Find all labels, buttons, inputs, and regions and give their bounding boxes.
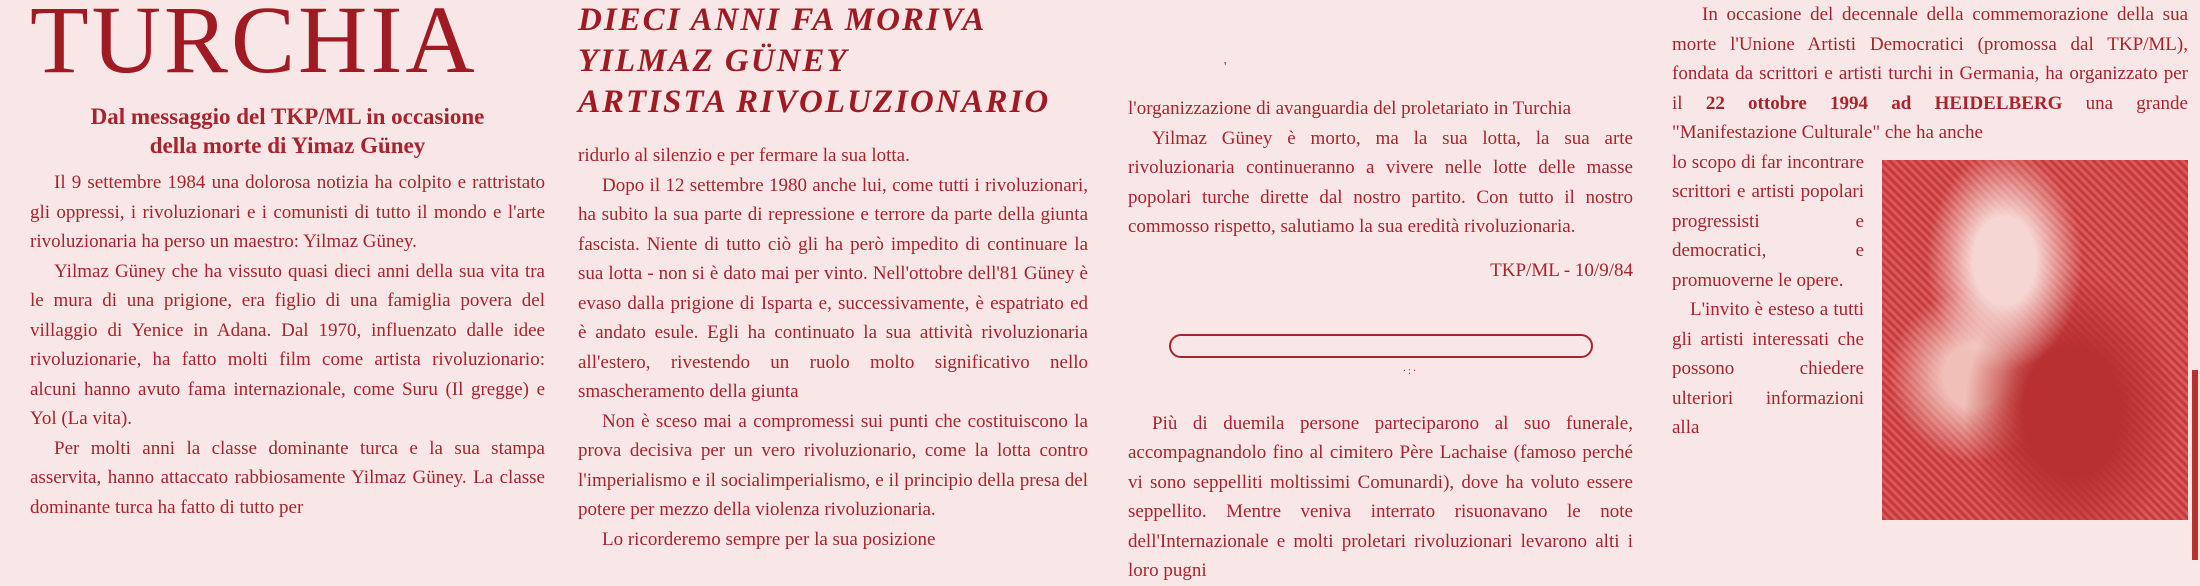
subtitle-line-1: Dal messaggio del TKP/ML in occasione (90, 104, 485, 129)
stray-mark: ' (1224, 60, 1227, 75)
paragraph: lo scopo di far incontrare scrittori e artisti popolari progressisti e democratici, e promuoverne le opere. (1672, 151, 1864, 291)
paragraph: l'organizzazione di avanguardia del proletariato in Turchia (1128, 98, 1572, 119)
divider-ornament (1169, 334, 1593, 358)
article-headline (578, 0, 1088, 123)
paragraph: Il 9 settembre 1984 una dolorosa notizia ha colpito e rattristato gli oppressi, i rivoluzionari e i comunisti di tutto il mondo e l'arte rivoluzionaria ha perso un maestro: Yilmaz Güney. (30, 172, 545, 252)
headline-line-2: ARTISTA RIVOLUZIONARIO (578, 84, 1051, 120)
ornament-icon: ·:· (1402, 365, 1419, 377)
column-3 (1128, 0, 1633, 586)
text-photo-block (1672, 148, 2188, 488)
paragraph: Per molti anni la classe dominante turca e la sua stampa asservita, hanno attaccato rabbiosamente Yilmaz Güney. La classe dominante turca ha fatto di tutto per (30, 437, 545, 518)
subtitle-line-2: della morte di Yimaz Güney (149, 133, 426, 158)
paragraph: Yilmaz Güney che ha vissuto quasi dieci anni della sua vita tra le mura di una prigione, era figlio di una famiglia povera del villaggio di Yenice in Adana. Dal 1970, influenzato dalle idee rivoluzionarie, ha fatto molti film come artista rivoluzionario: alcuni hanno avuto fama internazionale, come Suru (Il gregge) e Yol (La vita). (30, 260, 545, 429)
section-title: TURCHIA (30, 0, 478, 93)
paragraph: Lo ricorderemo sempre per la sua posizione (602, 528, 936, 550)
intro-block (1672, 0, 2188, 148)
headline-line-1: DIECI ANNI FA MORIVA YILMAZ GÜNEY (578, 2, 985, 79)
portrait-photo (1882, 160, 2188, 520)
signature: TKP/ML - 10/9/84 (1490, 259, 1633, 281)
column-1 (30, 0, 545, 522)
event-date-place: 22 ottobre 1994 ad HEIDELBERG (1705, 92, 2063, 114)
paragraph: In occasione del decennale della commemorazione della sua morte l'Unione Artisti Democratici (promossa dal TKP/ML), fondata da scrittori e artisti turchi in Germania, ha organizzato per il 22 ottobre 1994 ad HEIDELBERG una grande "Manifestazione Culturale" che ha anche (1672, 4, 2188, 143)
narrow-column (1672, 148, 1864, 443)
column-4 (1672, 0, 2188, 488)
paragraph: Yilmaz Güney è morto, ma la sua lotta, la sua arte rivoluzionaria continueranno a vivere nelle lotte delle masse popolari turche dirette dal nostro partito. Con tutto il nostro commosso rispetto, salutiamo la sua eredità rivoluzionaria. (1128, 127, 1633, 237)
page-edge (2192, 370, 2198, 560)
paragraph: Dopo il 12 settembre 1980 anche lui, come tutti i rivoluzionari, ha subito la sua parte di repressione e terrore da parte della giunta fascista. Niente di tutto ciò gli ha però impedito di continuare la sua lotta - non si è dato mai per vinto. Nell'ottobre dell'81 Güney è evaso dalla prigione di Isparta e, successivamente, è espatriato ed è andato esule. Egli ha continuato la sua attività rivoluzionaria all'estero, rivestendo un ruolo molto significativo nello smascheramento della giunta (578, 174, 1088, 402)
paragraph: Più di duemila persone parteciparono al suo funerale, accompagnandolo fino al cimitero Père Lachaise (famoso perché vi sono seppelliti moltissimi Comunardi), dove ha voluto essere seppellito. Mentre veniva interrato risuonavano le note dell'Internazionale e molti proletari rivoluzionari levarono alti i loro pugni (1128, 412, 1633, 581)
paragraph: ridurlo al silenzio e per fermare la sua lotta. (578, 145, 910, 166)
paragraph: L'invito è esteso a tutti gli artisti interessati che possono chiedere ulteriori informazioni alla (1672, 299, 1864, 438)
article-subtitle (30, 102, 545, 160)
paragraph: Non è sceso mai a compromessi sui punti che costituiscono la prova decisiva per un vero rivoluzionario, come la lotta contro l'imperialismo e il socialimperialismo, e il principio della presa del potere per mezzo della violenza rivoluzionaria. (578, 410, 1088, 520)
column-2 (578, 0, 1088, 554)
